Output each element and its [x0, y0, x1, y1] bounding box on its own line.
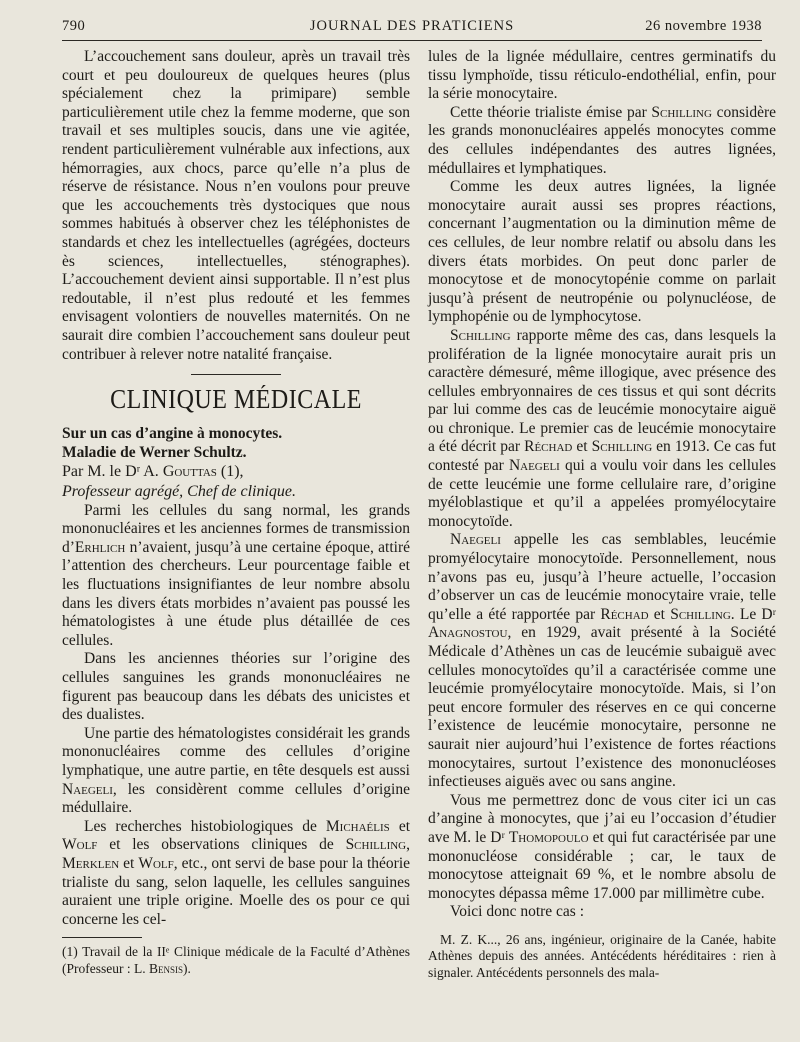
byline	[62, 462, 410, 482]
issue-date: 26 novembre 1938	[645, 18, 762, 34]
paragraph: Schilling rapporte même des cas, dans lesquels la prolifération de la lignée monocytaire aurait pris un caractère démesuré, même illogique, avec présence des cellules embryonnaires de ces tissus et qui sont décrits par lui comme des cas de leucémie monocytaire aiguë ou chronique. Le premier cas de leucémie monocytaire a été décrit par Réchad et Schilling en 1913. Ce cas fut contesté par Naegeli qui a voulu voir dans les cellules de cette leucémie une forme cellulaire rare, d’origine myéloblastique et qu’il a appelées promyélocytaire monocytoïde.	[428, 326, 777, 530]
paragraph-continued: lules de la lignée médullaire, centres germinatifs du tissu lymphoïde, tissu réticulo-endothélial, enfin, pour la série monocytaire.	[428, 48, 776, 103]
section-divider	[191, 374, 281, 375]
byline-prefix: Par M. le Dʳ A.	[62, 462, 163, 480]
paragraph: Les recherches histobiologiques de Michaélis et Wolf et les observations cliniques de Schilling, Merklen et Wolf, etc., ont servi de base pour la théorie trialiste du sang, selon laquelle, les cellules sanguines auraient une triple origine. Moelle des os pour ce qui concerne les cel-	[62, 817, 411, 928]
paragraph: Une partie des hématologistes considérait les grands mononucléaires comme des cellules d’origine lymphatique, une autre partie, en tête desquels est aussi Naegeli, les considèrent comme cellules d’origine médullaire.	[62, 724, 410, 817]
paragraph: Comme les deux autres lignées, la lignée monocytaire aurait aussi ses propres réactions, concernant l’augmentation ou la diminution même de ces cellules, de leur nombre relatif ou absolu dans les divers états morbides. On peut donc parler de monocytose et de monocytopénie comme on parlait jusqu’à présent de neutropénie ou polynucléose, de lymphopénie ou de lymphocytose.	[428, 178, 776, 326]
byline-suffix: (1),	[216, 462, 244, 480]
article-title-line2: Maladie de Werner Schultz.	[62, 443, 247, 461]
footnote	[62, 944, 410, 977]
case-report	[428, 932, 776, 982]
footnote-text: (1) Travail de la IIᵉ Clinique médicale de la Faculté d’Athènes (Professeur : L. Bensis).	[62, 944, 410, 976]
author-affiliation: Professeur agrégé, Chef de clinique.	[62, 482, 297, 500]
page-header	[62, 14, 762, 41]
paragraph: Vous me permettrez donc de vous citer ici un cas d’angine à monocytes, que j’ai eu l’occasion d’étudier ave M. le Dʳ Thomopoulo et qui fut caractérisée par une mononucléose considérable ; car, le taux de monocytose atteignait 69 %, et le nombre absolu de monocytes dépassa même 17.000 par millimètre cube.	[428, 791, 776, 902]
page-number: 790	[62, 18, 86, 34]
right-column	[428, 48, 776, 981]
paragraph: Dans les anciennes théories sur l’origine des cellules sanguines les grands mononucléaires ne figurent pas beaucoup dans les débats des unicistes et des dualistes.	[62, 650, 410, 724]
article-title-line1: Sur un cas d’angine à monocytes.	[62, 424, 283, 442]
author-name: Gouttas	[162, 462, 217, 480]
paragraph: Voici donc notre cas :	[450, 903, 585, 921]
case-text: M. Z. K..., 26 ans, ingénieur, originaire de la Canée, habite Athènes depuis des années. Antécédents héréditaires : rien à signaler. Antécédents personnels des mala-	[428, 931, 776, 980]
left-column	[62, 48, 410, 977]
paragraph: Parmi les cellules du sang normal, les grands mononucléaires et les anciennes formes de transmission d’Erhlich n’avaient, jusqu’à une certaine époque, attiré l’attention des chercheurs. Leur pourcentage faible et les fluctuations insignifiantes de leur nombre absolu dans les divers états morbides n’avaient pas poussé les hématologistes à une étude plus détaillée de ces cellules.	[62, 501, 410, 649]
footnote-divider	[62, 937, 142, 938]
section-title: CLINIQUE MÉDICALE	[110, 385, 362, 415]
paragraph: Cette théorie trialiste émise par Schilling considère les grands mononucléaires appelés monocytes comme des cellules indépendantes des autres lignées, médullaires et lymphatiques.	[428, 103, 776, 177]
journal-title: JOURNAL DES PRATICIENS	[309, 18, 515, 34]
intro-paragraph: L’accouchement sans douleur, après un travail très court et peu douloureux de quelques heures (plus spécialement chez la primipare) semble particulièrement utile chez la femme moderne, que son travail et ses multiples soucis, dans une vie agitée, rendent particulièrement vulnérable aux infections, aux hémorragies, aux chocs, parce qu’elle n’a plus de réserve de résistance. Nous n’en voulons pour preuve que les accouchements très dystociques que nous sommes habitués à observer chez les téléphonistes de standards et chez les intellectuelles (agrégées, docteurs ès sciences, intellectuelles, sténographes). L’accouchement devient ainsi supportable. Il n’est plus redoutable, il n’est plus redouté et les femmes envisagent volontiers de nouvelles maternités. On ne saurait dire combien l’accouchement sans douleur peut contribuer à relever notre natalité française.	[62, 48, 410, 363]
paragraph: Naegeli appelle les cas semblables, leucémie promyélocytaire monocytoïde. Personnellement, nous n’avons pas eu, jusqu’à l’heure actuelle, l’occasion d’observer un cas de leucémie monocytaire vraie, telle qu’elle a été rapportée par Réchad et Schilling. Le Dʳ Anagnostou, en 1929, avait présenté à la Société Médicale d’Athènes un cas de leucémie subaiguë avec cellules monocytoïdes qu’il a caractérisée comme une leucémie promyélocytaire monocytoïde. Mais, si l’on peut encore formuler des réserves en ce qui concerne l’existence de leucémie monocytaire, personne ne saurait nier aujourd’hui l’existence de fortes réactions monocytaires, surtout l’existence des mononucléoses infectieuses aiguës avec ou sans angine.	[428, 531, 776, 791]
